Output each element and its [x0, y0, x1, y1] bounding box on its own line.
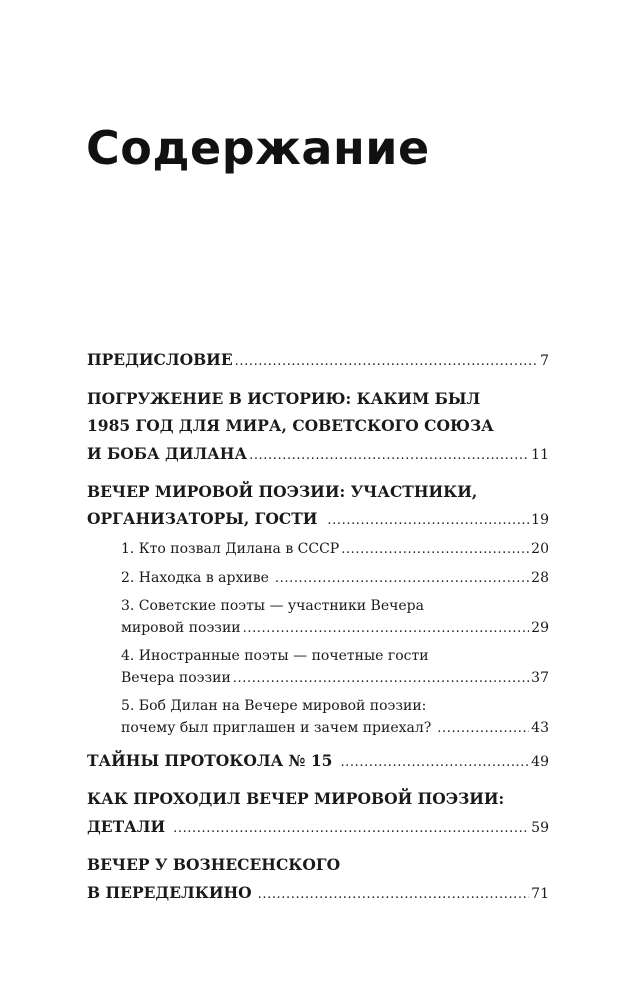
- toc-page-number: 28: [531, 570, 549, 586]
- dot-leader: [233, 672, 529, 685]
- dot-leader: [249, 449, 529, 462]
- toc-entry-voznesensky-line-2[interactable]: [87, 885, 549, 901]
- dot-leader: [258, 888, 530, 901]
- toc-entry-title: КАК ПРОХОДИЛ ВЕЧЕР МИРОВОЙ ПОЭЗИИ:: [87, 789, 505, 808]
- toc-page-number: 7: [540, 353, 549, 369]
- toc-page-number: 71: [531, 886, 549, 902]
- toc-subentry-3-line-1[interactable]: [121, 599, 549, 613]
- toc-entry-evening-line-1[interactable]: [87, 484, 549, 500]
- toc-page-number: 59: [531, 820, 549, 836]
- dot-leader: [173, 822, 529, 835]
- toc-entry-evening-line-2[interactable]: [87, 511, 549, 527]
- toc-entry-title: ПРЕДИСЛОВИЕ: [87, 350, 233, 369]
- dot-leader: [437, 722, 529, 735]
- dot-leader: [341, 543, 529, 556]
- toc-entry-history-line-3[interactable]: [87, 446, 549, 462]
- page-title: Содержание: [86, 121, 430, 175]
- toc-subentry-4-line-1[interactable]: [121, 649, 549, 663]
- dot-leader: [235, 355, 538, 368]
- toc-entry-title: 2. Находка в архиве: [121, 570, 269, 586]
- toc-entry-howitwent-line-2[interactable]: [87, 819, 549, 835]
- toc-entry-title: мировой поэзии: [121, 620, 241, 636]
- toc-entry-title: 3. Советские поэты — участники Вечера: [121, 598, 424, 614]
- toc-subentry-5-line-1[interactable]: [121, 699, 549, 713]
- toc-subentry-1[interactable]: [121, 542, 549, 556]
- toc-page-number: 29: [531, 620, 549, 636]
- dot-leader: [327, 514, 529, 527]
- toc-page-number: 43: [531, 720, 549, 736]
- toc-entry-protocol[interactable]: [87, 753, 549, 769]
- toc-entry-preface[interactable]: [87, 352, 549, 368]
- toc-entry-history-line-2[interactable]: [87, 418, 549, 434]
- toc-entry-title: 5. Боб Дилан на Вечере мировой поэзии:: [121, 698, 427, 714]
- toc-entry-voznesensky-line-1[interactable]: [87, 857, 549, 873]
- toc-page-number: 37: [531, 670, 549, 686]
- toc-entry-history-line-1[interactable]: [87, 391, 549, 407]
- toc-page-number: 11: [531, 447, 549, 463]
- dot-leader: [340, 756, 529, 769]
- toc-entry-title: ТАЙНЫ ПРОТОКОЛА № 15: [87, 751, 333, 770]
- toc-entry-title: И БОБА ДИЛАНА: [87, 444, 248, 463]
- toc-entry-title: ВЕЧЕР У ВОЗНЕСЕНСКОГО: [87, 855, 341, 874]
- toc-entry-title: 1. Кто позвал Дилана в СССР: [121, 541, 340, 557]
- toc-page-number: 49: [531, 754, 549, 770]
- toc-page-number: 19: [531, 512, 549, 528]
- toc-entry-title: ВЕЧЕР МИРОВОЙ ПОЭЗИИ: УЧАСТНИКИ,: [87, 482, 478, 501]
- toc-entry-howitwent-line-1[interactable]: [87, 791, 549, 807]
- toc-entry-title: В ПЕРЕДЕЛКИНО: [87, 883, 252, 902]
- toc-entry-title: Вечера поэзии: [121, 670, 231, 686]
- toc-subentry-3-line-2[interactable]: [121, 621, 549, 635]
- toc-subentry-5-line-2[interactable]: [121, 721, 549, 735]
- toc-subentry-2[interactable]: [121, 571, 549, 585]
- dot-leader: [243, 622, 530, 635]
- toc-page-number: 20: [531, 541, 549, 557]
- toc-subentry-4-line-2[interactable]: [121, 671, 549, 685]
- dot-leader: [275, 572, 529, 585]
- toc-entry-title: ОРГАНИЗАТОРЫ, ГОСТИ: [87, 509, 318, 528]
- toc-entry-title: 4. Иностранные поэты — почетные гости: [121, 648, 429, 664]
- toc-entry-title: 1985 ГОД ДЛЯ МИРА, СОВЕТСКОГО СОЮЗА: [87, 416, 494, 435]
- toc-entry-title: ДЕТАЛИ: [87, 817, 166, 836]
- toc-entry-title: ПОГРУЖЕНИЕ В ИСТОРИЮ: КАКИМ БЫЛ: [87, 389, 481, 408]
- toc-entry-title: почему был приглашен и зачем приехал?: [121, 720, 432, 736]
